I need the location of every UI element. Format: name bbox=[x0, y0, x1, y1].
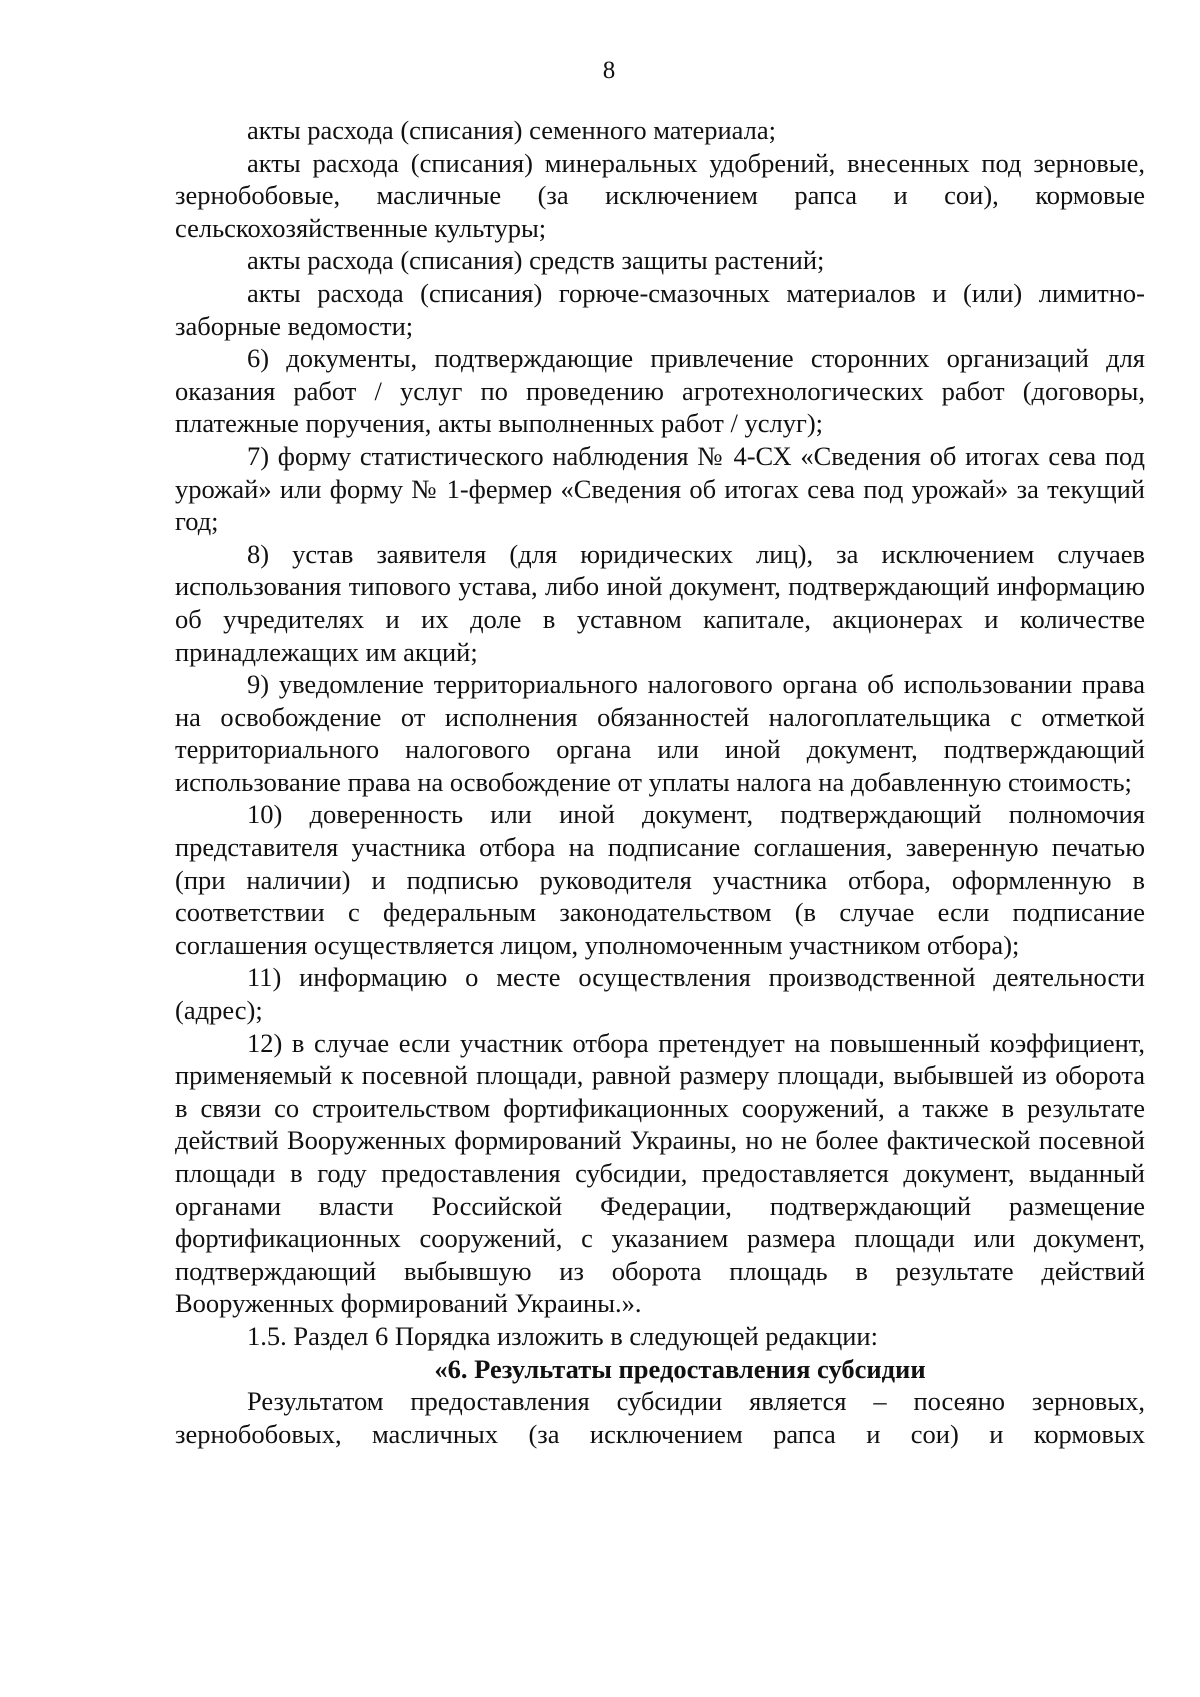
paragraph-item-12: 12) в случае если участник отбора претендует на повышенный коэффициент, применяемый к посевной площади, равной размеру площади, выбывшей из оборота в связи со строительством фортификационных сооружений, а также в результате действий Вооруженных формирований Украины, но не более фактической посевной площади в году предоставления субсидии, предоставляется документ, выданный органами власти Российской Федерации, подтверждающий размещение фортификационных сооружений, с указанием размера площади или документ, подтверждающий выбывшую из оборота площадь в результате действий Вооруженных формирований Украины.». bbox=[175, 1027, 1145, 1319]
paragraph-seed-write-off: акты расхода (списания) семенного материала; bbox=[247, 115, 776, 145]
paragraph-clause-1-5: 1.5. Раздел 6 Порядка изложить в следующей редакции: bbox=[247, 1320, 878, 1351]
paragraph-item-10: 10) доверенность или иной документ, подтверждающий полномочия представителя участника отбора на подписание соглашения, заверенную печатью (при наличии) и подписью руководителя участника отбора, оформленную в соответствии с федеральным законодательством (в случае если подписание соглашения осуществляется лицом, уполномоченным участником отбора); bbox=[175, 799, 1145, 960]
paragraph-item-9: 9) уведомление территориального налогового органа об использовании права на освобождение от исполнения обязанностей налогоплательщика с отметкой территориального налогового органа или иной документ, подтверждающий использование права на освобождение от уплаты налога на добавленную стоимость; bbox=[175, 669, 1145, 797]
paragraph-item-6: 6) документы, подтверждающие привлечение сторонних организаций для оказания работ / услуг по проведению агротехнологических работ (договоры, платежные поручения, акты выполненных работ / услуг); bbox=[175, 343, 1145, 439]
paragraph-plant-protection-write-off: акты расхода (списания) средств защиты растений; bbox=[247, 245, 825, 276]
paragraph-result: Результатом предоставления субсидии является – посеяно зерновых, зернобобовых, масличных (за исключением рапса и сои) и кормовых bbox=[175, 1386, 1145, 1449]
section-heading: «6. Результаты предоставления субсидии bbox=[434, 1353, 926, 1384]
paragraph-item-7: 7) форму статистического наблюдения № 4-СХ «Сведения об итогах сева под урожай» или форму № 1-фермер «Сведения об итогах сева под урожай» за текущий год; bbox=[175, 440, 1145, 537]
paragraph-fuel-write-off: акты расхода (списания) горюче-смазочных материалов и (или) лимитно-заборные ведомости; bbox=[175, 277, 1145, 341]
page-number: 8 bbox=[602, 57, 616, 84]
paragraph-item-8: 8) устав заявителя (для юридических лиц), за исключением случаев использования типового устава, либо иной документ, подтверждающий информацию об учредителях и их доле в уставном капитале, акционерах и количестве принадлежащих им акций; bbox=[175, 538, 1145, 667]
paragraph-item-11: 11) информацию о месте осуществления производственной деятельности (адрес); bbox=[175, 962, 1145, 1026]
paragraph-fertilizer-write-off: акты расхода (списания) минеральных удобрений, внесенных под зерновые, зернобобовые, масличные (за исключением рапса и сои), кормовые сельскохозяйственные культуры; bbox=[175, 147, 1145, 243]
document-body bbox=[175, 114, 1145, 1450]
